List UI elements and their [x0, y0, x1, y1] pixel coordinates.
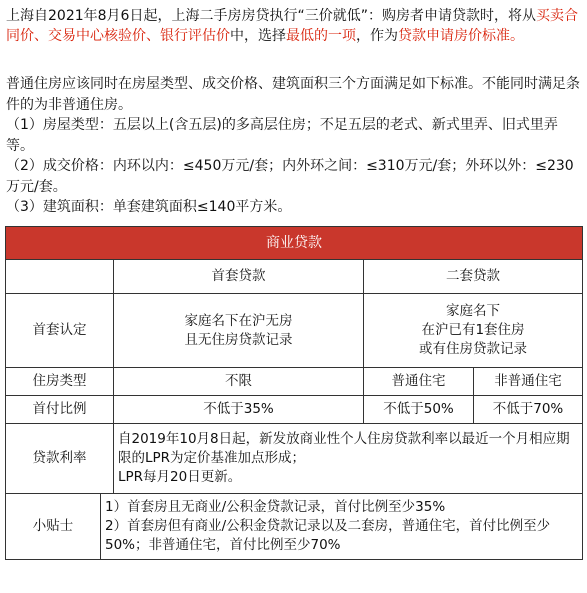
table-header-row [6, 227, 583, 260]
table-row [6, 260, 583, 294]
row-label-tips: 小贴士 [6, 494, 101, 560]
identify-second: 家庭名下 在沪已有1套住房 或有住房贷款记录 [364, 294, 583, 368]
intro-paragraph [6, 6, 582, 46]
intro-part2: 中，选择 [230, 28, 286, 44]
col-second-loan: 二套贷款 [364, 260, 583, 294]
col-first-loan: 首套贷款 [114, 260, 364, 294]
intro-standard: 贷款申请房价标准。 [398, 28, 524, 44]
tips-text: 1）首套房且无商业/公积金贷款记录，首付比例至少35% 2）首套房但有商业/公积金贷款记录以及二套房，普通住宅，首付比例至少50%；非普通住宅，首付比例至少70% [101, 494, 583, 560]
type-first: 不限 [114, 368, 364, 396]
type-second-normal: 普通住宅 [364, 368, 474, 396]
table-row [6, 424, 583, 494]
identify-first: 家庭名下在沪无房 且无住房贷款记录 [114, 294, 364, 368]
table-row [6, 396, 583, 424]
intro-price-types: 买卖合同价、交易中心核验价、银行评估价 [6, 8, 578, 44]
down-first: 不低于35% [114, 396, 364, 424]
row-label-type: 住房类型 [6, 368, 114, 396]
row-label-rate: 贷款利率 [6, 424, 114, 494]
table-row [6, 294, 583, 368]
empty-cell [6, 260, 114, 294]
table-row [6, 368, 583, 396]
intro-text [6, 6, 582, 46]
criteria-item-type: （1）房屋类型：五层以上(含五层)的多高层住房；不足五层的老式、新式里弄、旧式里弄等。 [6, 117, 558, 154]
table-title: 商业贷款 [6, 227, 583, 260]
loan-table [5, 226, 583, 560]
intro-part1: 上海自2021年8月6日起，上海二手房房贷执行“三价就低”：购房者申请贷款时，将从 [6, 8, 536, 24]
down-second-normal: 不低于50% [364, 396, 474, 424]
rate-text: 自2019年10月8日起，新发放商业性个人住房贷款利率以最近一个月相应期限的LPR为定价基准加点形成； LPR每月20日更新。 [114, 424, 583, 494]
down-second-non-normal: 不低于70% [474, 396, 583, 424]
row-label-identify: 首套认定 [6, 294, 114, 368]
row-label-down: 首付比例 [6, 396, 114, 424]
intro-part3: ，作为 [356, 28, 398, 44]
criteria-item-price: （2）成交价格：内环以内：≤450万元/套；内外环之间：≤310万元/套；外环以外：≤230万元/套。 [6, 158, 574, 195]
criteria-lead: 普通住房应该同时在房屋类型、成交价格、建筑面积三个方面满足如下标准。不能同时满足条件的为非普通住房。 [6, 76, 580, 113]
criteria-item-area: （3）建筑面积：单套建筑面积≤140平方米。 [6, 199, 292, 215]
type-second-non-normal: 非普通住宅 [474, 368, 583, 396]
table-row [6, 494, 583, 560]
intro-lowest: 最低的一项 [286, 28, 356, 44]
criteria-section [6, 74, 582, 218]
